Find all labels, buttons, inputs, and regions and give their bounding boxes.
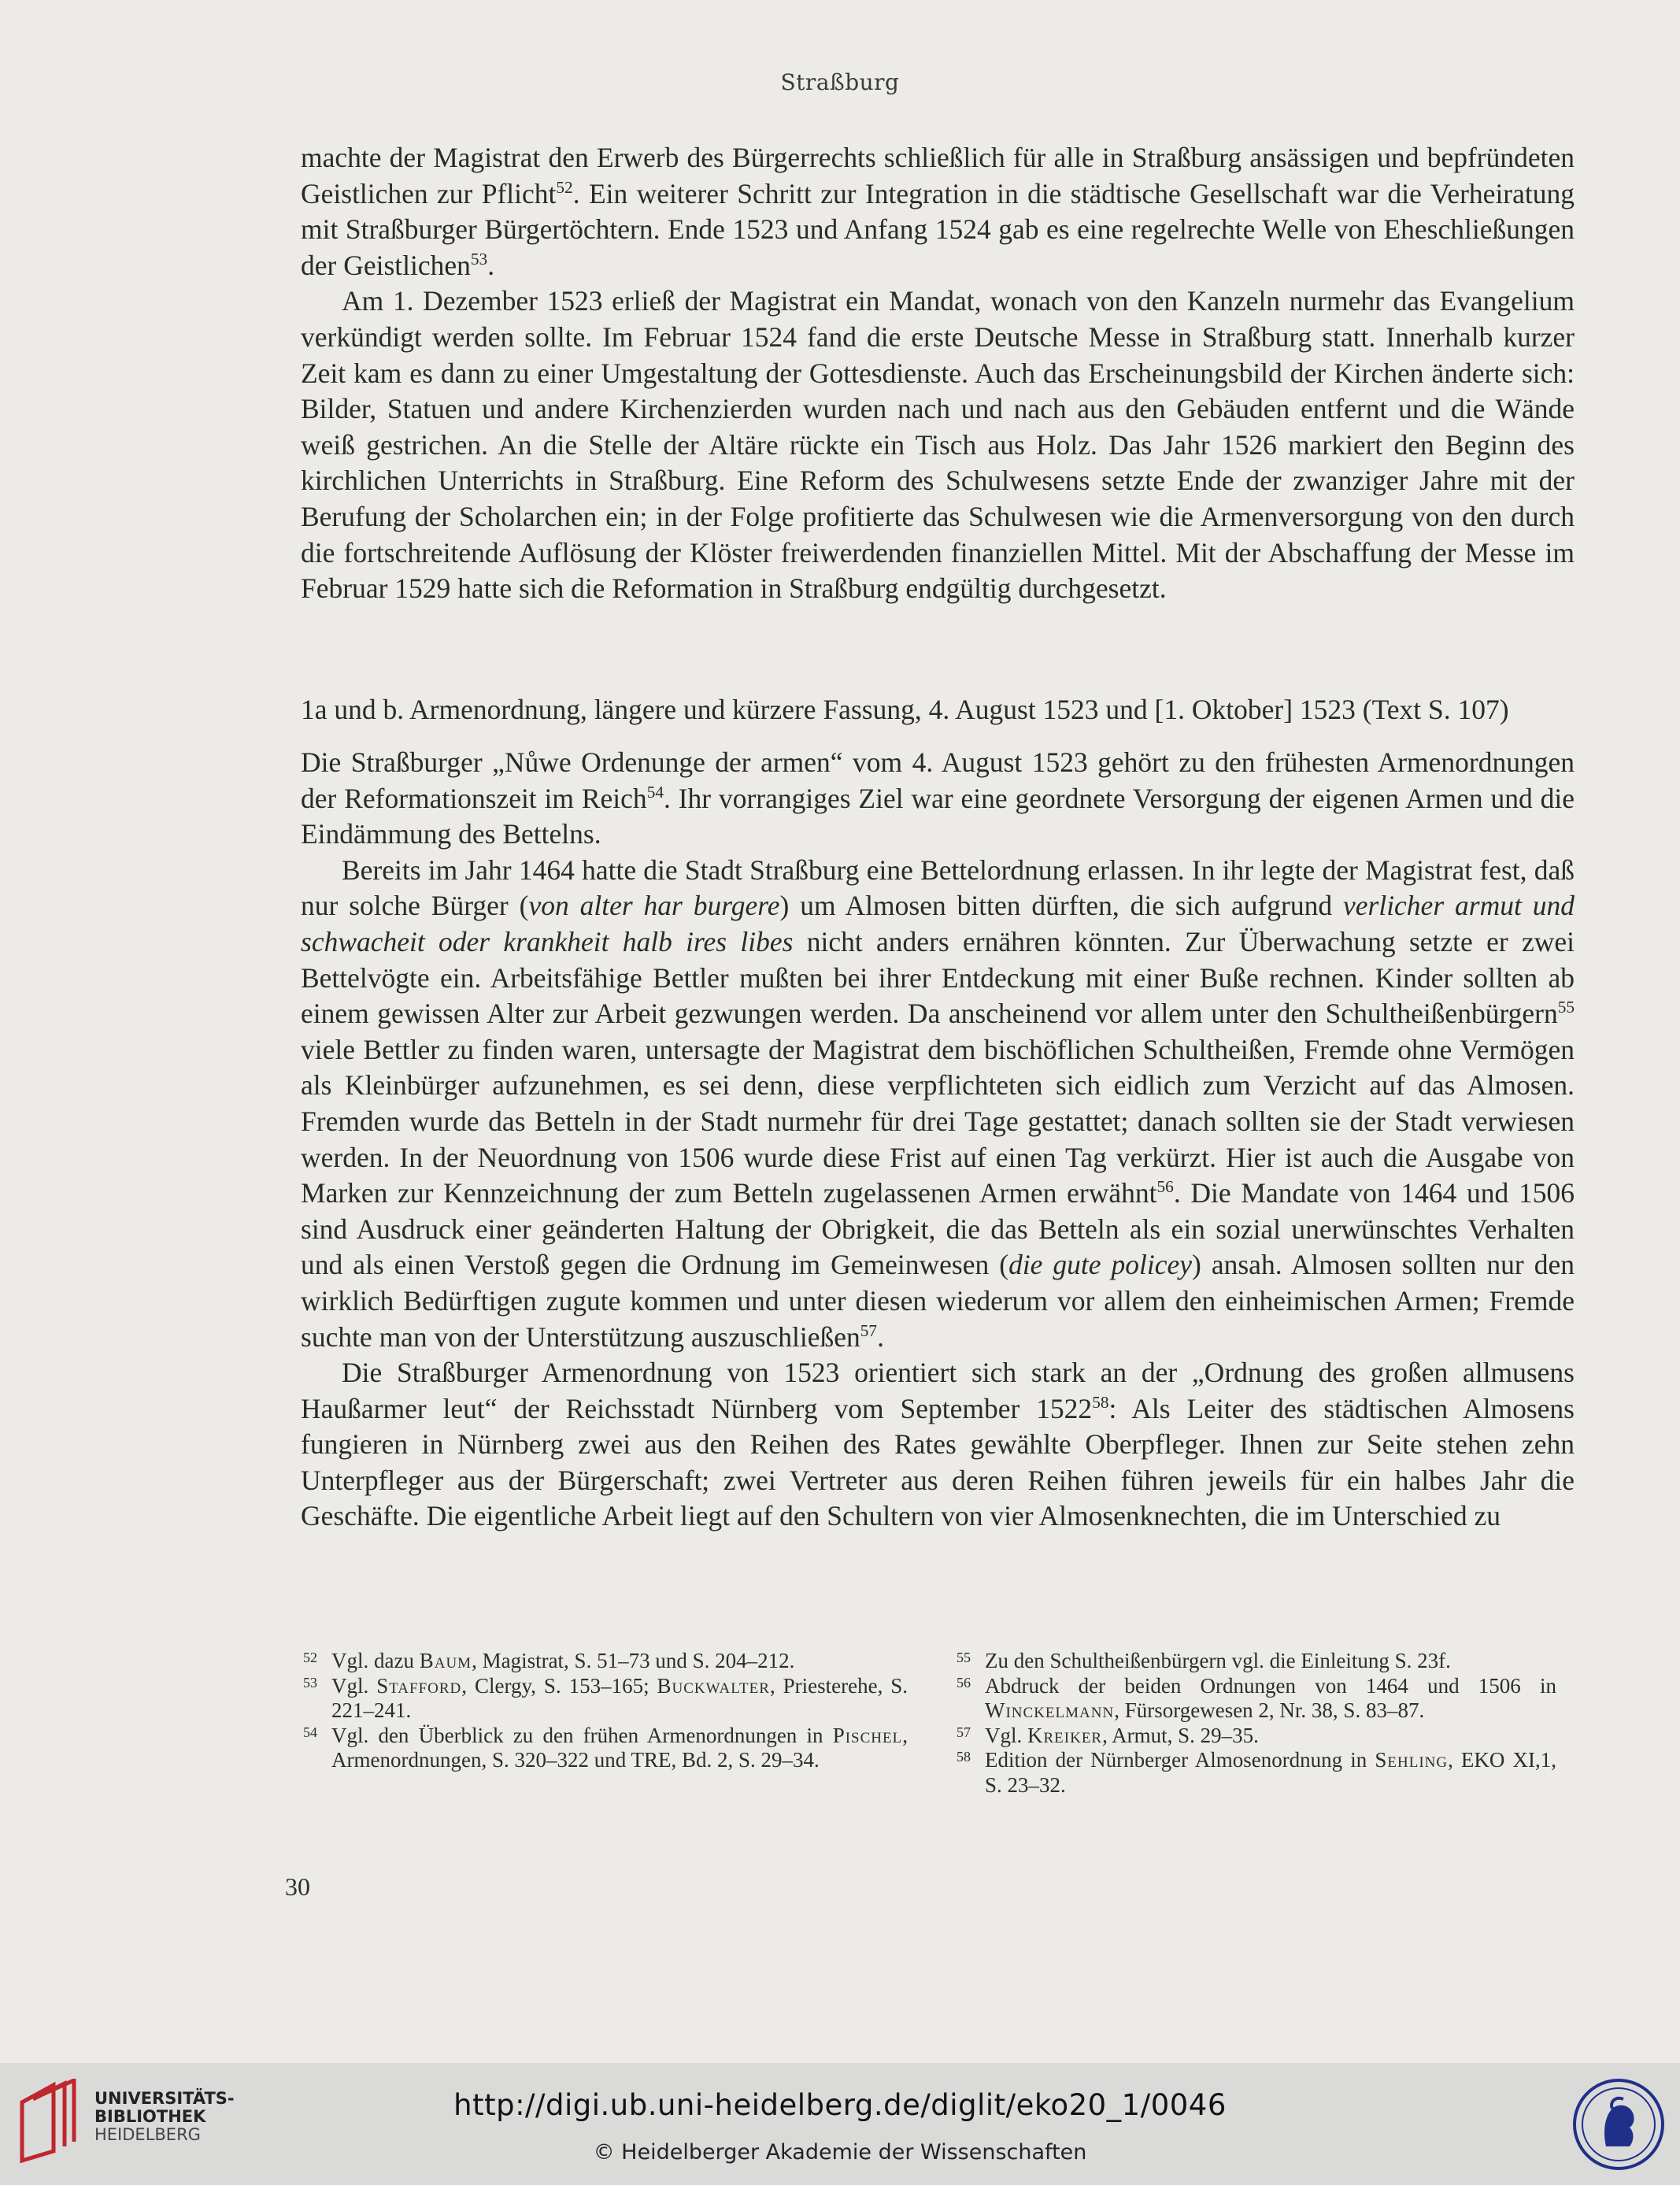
footnote-ref[interactable]: 54 (646, 782, 664, 802)
footnotes-right (957, 1649, 1556, 1798)
footnote-ref[interactable]: 58 (1092, 1392, 1109, 1412)
footnotes-left (303, 1649, 908, 1773)
footnote-ref[interactable]: 57 (860, 1320, 878, 1340)
footnote: 52 Vgl. dazu Baum, Magistrat, S. 51–73 und S. 204–212. (303, 1649, 795, 1672)
footnote-ref[interactable]: 53 (470, 249, 488, 268)
text-block-1 (301, 140, 1575, 607)
footnote: 53 Vgl. Stafford, Clergy, S. 153–165; Buckwalter, Priesterehe, S. 221–241. (303, 1673, 908, 1722)
permalink-url[interactable]: http://digi.ub.uni-heidelberg.de/diglit/eko20_1/0046 (453, 2088, 1227, 2122)
footnote: 58 Edition der Nürnberger Almosenordnung in Sehling, EKO XI,1, S. 23–32. (957, 1748, 1557, 1797)
footnote-ref[interactable]: 52 (556, 177, 573, 197)
running-head: Straßburg (780, 69, 900, 95)
section-heading: 1a und b. Armenordnung, längere und kürzere Fassung, 4. August 1523 und [1. Oktober] 1523 (Text S. 107) (301, 694, 1509, 725)
paragraph: Am 1. Dezember 1523 erließ der Magistrat ein Mandat, wonach von den Kanzeln nurmehr das Evangelium verkündigt werden sollte. Im Februar 1524 fand die erste Deutsche Messe in Straßburg statt. Innerhalb kurzer Zeit kam es dann zu einer Umgestaltung der Gottesdienste. Auch das Erscheinungsbild der Kirchen änderte sich: Bilder, Statuen und andere Kirchenzierden wurden nach und nach aus den Gebäuden entfernt und die Wände weiß gestrichen. An die Stelle der Altäre rückte ein Tisch aus Holz. Das Jahr 1526 markiert den Beginn des kirchlichen Unterrichts in Straßburg. Eine Reform des Schulwesens setzte Ende der zwanziger Jahre mit der Berufung der Scholarchen ein; in der Folge profitierte das Schulwesen wie die Armenversorgung von den durch die fortschreitende Auflösung der Klöster freiwerdenden finanziellen Mittel. Mit der Abschaffung der Messe im Februar 1529 hatte sich die Reformation in Straßburg endgültig durchgesetzt. (301, 285, 1575, 605)
copyright-notice: © Heidelberger Akademie der Wissenschaften (593, 2140, 1087, 2165)
paragraph: Bereits im Jahr 1464 hatte die Stadt Straßburg eine Bettelordnung erlassen. In ihr legte der Magistrat fest, daß nur solche Bürger (von alter har burgere) um Almosen bitten dürften, die sich aufgrund verlicher armut und schwacheit oder krankheit halb ires libes nicht anders ernähren könnten. Zur Überwachung setzte er zwei Bettelvögte ein. Arbeitsfähige Bettler mußten bei ihrer Entdeckung mit einer Buße rechnen. Kinder sollten ab einem gewissen Alter zur Arbeit gezwungen werden. Da anscheinend vor allem unter den Schultheißenbürgern$^{55}$ viele Bettler zu finden waren, untersagte der Magistrat dem bischöflichen Schultheißen, Fremde ohne Vermögen als Kleinbürger aufzunehmen, es sei denn, diese verpflichteten sich eidlich zum Verzicht auf das Almosen. Fremden wurde das Betteln in der Stadt nurmehr für drei Tage gestattet; danach sollten sie der Stadt verwiesen werden. In der Neuordnung von 1506 wurde diese Frist auf einen Tag verkürzt. Hier ist auch die Ausgabe von Marken zur Kennzeichnung der zum Betteln zugelassenen Armen erwähnt$^{56}$. Die Mandate von 1464 und 1506 sind Ausdruck einer geänderten Haltung der Obrigkeit, die das Betteln als ein sozial unerwünschtes Verhalten und als einen Verstoß gegen die Ordnung im Gemeinwesen (die gute policey) ansah. Almosen sollten nur den wirklich Bedürftigen zugute kommen und unter diesen wiederum vor allem den einheimischen Armen; Fremde suchte man von der Unterstützung auszuschließen$^{57}$. (301, 854, 1575, 1353)
footnote: 54 Vgl. den Überblick zu den frühen Armenordnungen in Pischel, Armenordnungen, S. 320–322 und TRE, Bd. 2, S. 29–34. (303, 1723, 908, 1772)
page-number: 30 (285, 1872, 310, 1901)
text-block-2 (301, 745, 1575, 1535)
academy-seal-icon[interactable] (1571, 2077, 1666, 2172)
footnote: 57 Vgl. Kreiker, Armut, S. 29–35. (957, 1723, 1259, 1747)
footnote: 56 Abdruck der beiden Ordnungen von 1464 und 1506 in Winckelmann, Fürsorgewesen 2, Nr. 38, S. 83–87. (957, 1673, 1556, 1722)
paragraph: Die Straßburger „Nůwe Ordenunge der armen“ vom 4. August 1523 gehört zu den frühesten Armenordnungen der Reformationszeit im Reich$^{54}$. Ihr vorrangiges Ziel war eine geordnete Versorgung der eigenen Armen und die Eindämmung des Bettelns. (301, 746, 1575, 850)
footnote-ref[interactable]: 56 (1156, 1177, 1174, 1197)
library-name: UNIVERSITÄTS- BIBLIOTHEK HEIDELBERG (94, 2089, 235, 2144)
viewer-footer (0, 2063, 1680, 2185)
footnote: 55 Zu den Schultheißenbürgern vgl. die Einleitung S. 23f. (957, 1649, 1451, 1672)
footnote-ref[interactable]: 55 (1557, 998, 1575, 1017)
paragraph: machte der Magistrat den Erwerb des Bürgerrechts schließlich für alle in Straßburg ansässigen und bepfründeten Geistlichen zur Pflicht$^{52}$. Ein weiterer Schritt zur Integration in die städtische Gesellschaft war die Verheiratung mit Straßburger Bürgertöchtern. Ende 1523 und Anfang 1524 gab es eine regelrechte Welle von Eheschließungen der Geistlichen$^{53}$. (301, 142, 1575, 281)
paragraph: Die Straßburger Armenordnung von 1523 orientiert sich stark an der „Ordnung des großen allmusens Haußarmer leut“ der Reichsstadt Nürnberg vom September 1522$^{58}$: Als Leiter des städtischen Almosens fungieren in Nürnberg zwei aus den Reihen des Rates gewählte Oberpfleger. Ihnen zur Seite stehen zehn Unterpfleger aus der Bürgerschaft; zwei Vertreter aus deren Reihen führen jeweils für ein halbes Jahr die Geschäfte. Die eigentliche Arbeit liegt auf den Schultern von vier Almosenknechten, die im Unterschied zu (301, 1357, 1575, 1532)
